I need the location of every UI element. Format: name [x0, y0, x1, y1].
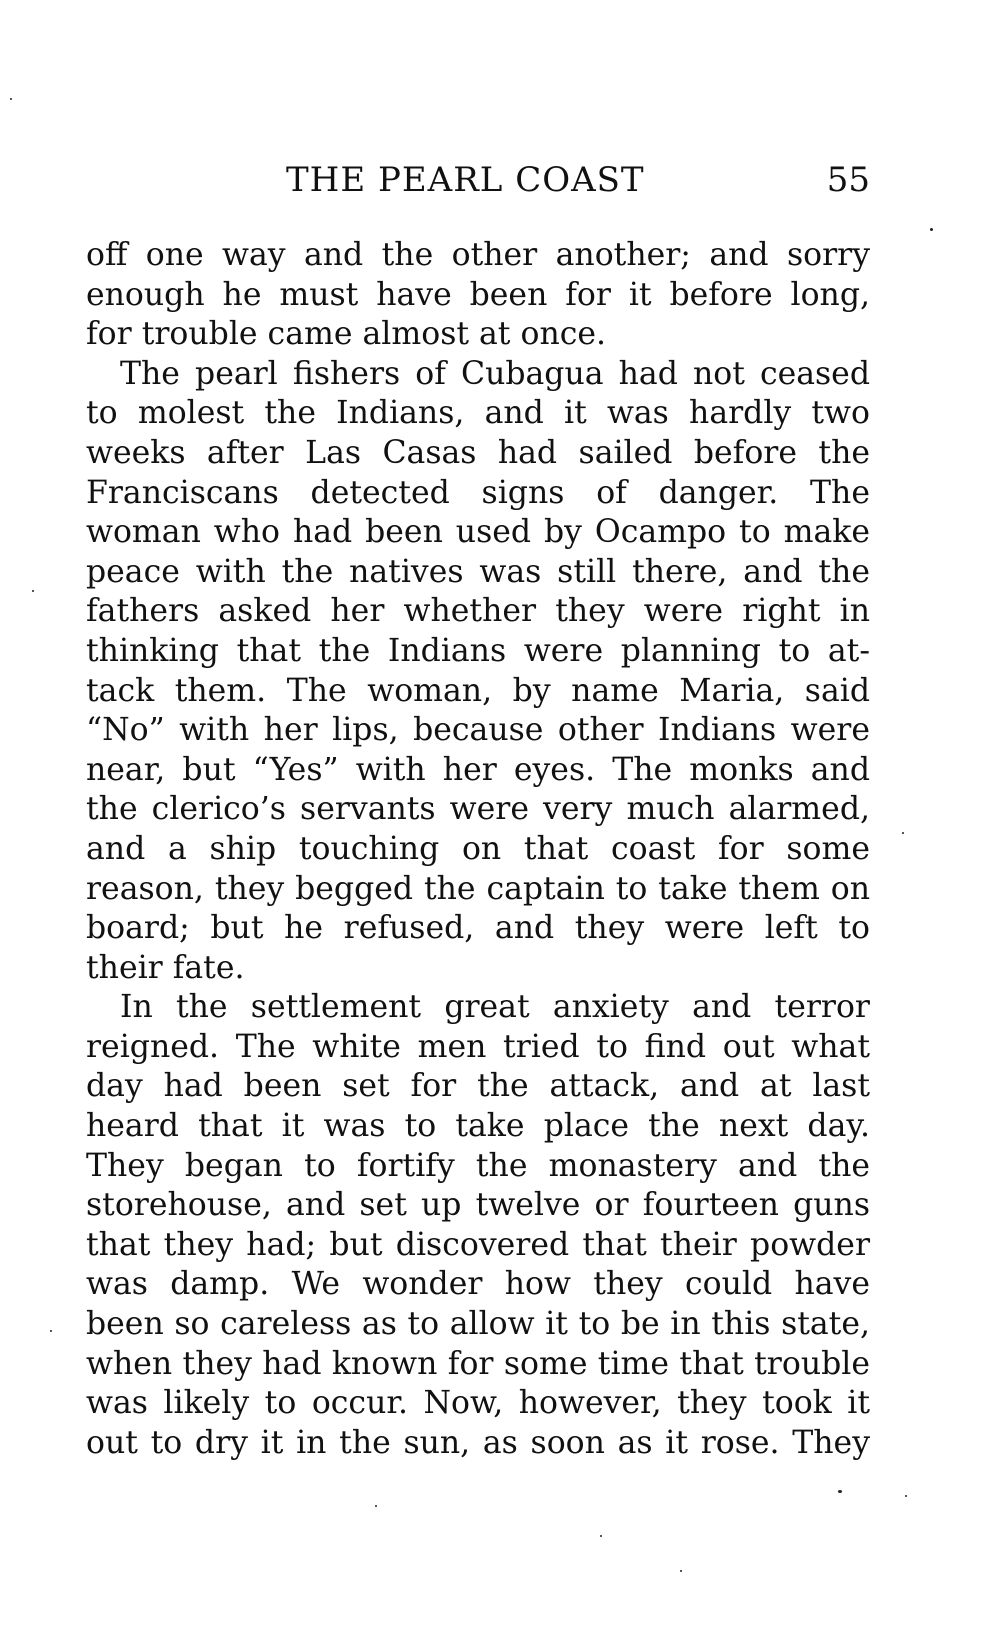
text-line: fathers asked her whether they were right in	[86, 593, 870, 630]
text-line: woman who had been used by Ocampo to make	[86, 514, 870, 551]
scan-speck	[930, 228, 933, 231]
text-line: and a ship touching on that coast for some	[86, 830, 870, 867]
paragraph-start-line: The pearl fishers of Cubagua had not ceased	[120, 355, 870, 392]
page-number: 55	[826, 160, 870, 200]
scan-speck	[32, 590, 34, 592]
scan-speck	[10, 98, 12, 100]
text-line: They began to fortify the monastery and the	[86, 1147, 870, 1184]
text-line: was damp. We wonder how they could have	[86, 1266, 870, 1303]
text-line: for trouble came almost at once.	[86, 316, 607, 353]
text-line: been so careless as to allow it to be in this state,	[86, 1306, 870, 1343]
scan-speck	[905, 1495, 907, 1497]
text-line: reigned. The white men tried to find out what	[86, 1028, 870, 1065]
scan-speck	[838, 1490, 842, 1493]
text-line: weeks after Las Casas had sailed before the	[86, 434, 870, 471]
scan-speck	[600, 1535, 602, 1537]
text-line: reason, they begged the captain to take them on	[86, 870, 870, 907]
text-line: enough he must have been for it before long,	[86, 276, 870, 313]
text-line: out to dry it in the sun, as soon as it rose. They	[86, 1424, 870, 1461]
scan-speck	[680, 1570, 682, 1572]
scan-speck	[50, 1330, 52, 1332]
text-line: to molest the Indians, and it was hardly two	[86, 395, 870, 432]
scan-speck	[902, 832, 904, 834]
text-line: near, but “Yes” with her eyes. The monks and	[86, 751, 870, 788]
text-line: their fate.	[86, 949, 245, 986]
text-line: when they had known for some time that trouble	[86, 1345, 870, 1382]
text-line: heard that it was to take place the next day.	[86, 1108, 870, 1145]
text-line: peace with the natives was still there, and the	[86, 553, 870, 590]
text-line: the clerico’s servants were very much alarmed,	[86, 791, 870, 828]
text-line: “No” with her lips, because other Indians were	[86, 712, 870, 749]
text-line: thinking that the Indians were planning to at-	[86, 632, 870, 669]
paragraph-start-line: In the settlement great anxiety and terror	[120, 989, 870, 1026]
text-line: that they had; but discovered that their powder	[86, 1226, 870, 1263]
page-title: THE PEARL COAST	[286, 160, 645, 200]
text-line: day had been set for the attack, and at last	[86, 1068, 870, 1105]
text-line: off one way and the other another; and sorry	[86, 237, 870, 273]
text-line: board; but he refused, and they were left to	[86, 910, 870, 947]
text-line: Franciscans detected signs of danger. The	[86, 474, 870, 511]
text-line: storehouse, and set up twelve or fourteen guns	[86, 1187, 870, 1224]
scan-speck	[375, 1505, 377, 1507]
text-line: tack them. The woman, by name Maria, said	[86, 672, 870, 709]
body-text	[86, 236, 870, 1463]
text-line: was likely to occur. Now, however, they took it	[86, 1385, 870, 1422]
running-head	[86, 158, 870, 202]
